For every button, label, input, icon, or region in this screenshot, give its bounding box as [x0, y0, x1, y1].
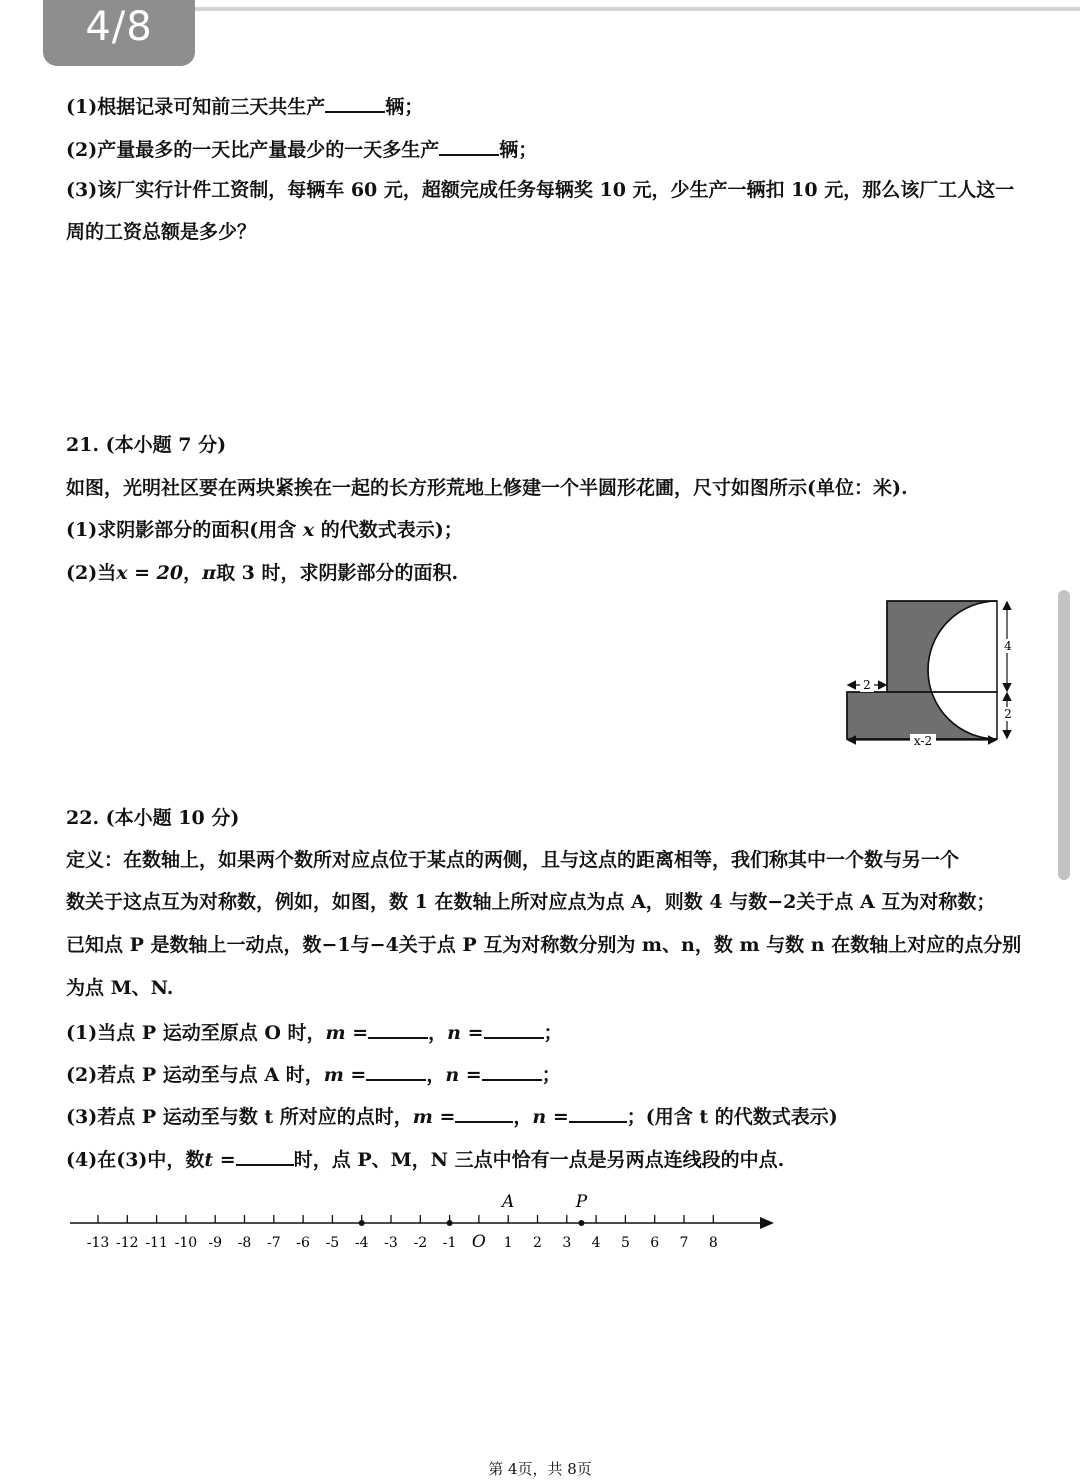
q22-def-line3: 已知点 P 是数轴上一动点，数−1与−4关于点 P 互为对称数分别为 m、n，数 m 与数 n 在数轴上对应的点分别 [66, 934, 1022, 956]
shaded-region [847, 601, 997, 739]
q22-sub2: (2)若点 P 运动至与点 A 时，m = ，n = ； [66, 1061, 561, 1087]
tick-label: -4 [354, 1235, 369, 1251]
q20-sub3-line2: 周的工资总额是多少？ [66, 221, 257, 243]
q21-intro: 如图，光明社区要在两块紧挨在一起的长方形荒地上修建一个半圆形花圃，尺寸如图所示(单位：米). [66, 477, 908, 499]
label-bottom-height: 2 [1004, 707, 1012, 721]
progress-track [190, 7, 1080, 11]
label-bottom-width: x-2 [913, 734, 933, 748]
q20-sub3-line1: (3)该厂实行计件工资制，每辆车 60 元，超额完成任务每辆奖 10 元，少生产一辆扣 10 元，那么该厂工人这一 [66, 179, 1015, 201]
q22-def-line2: 数关于这点互为对称数，例如，如图，数 1 在数轴上所对应点为点 A，则数 4 与数−2关于点 A 互为对称数； [66, 891, 996, 913]
number-line-point [578, 1220, 584, 1226]
label-top-height: 4 [1004, 639, 1012, 653]
q21-header: 21. (本小题 7 分) [66, 434, 227, 456]
tick-label: -10 [174, 1235, 198, 1251]
page-indicator[interactable]: 4/8 [43, 0, 195, 66]
answer-blank-n[interactable] [482, 1061, 542, 1081]
tick-label: 4 [591, 1235, 601, 1251]
q22-def-line4: 为点 M、N. [66, 977, 174, 999]
number-line-point [447, 1220, 453, 1226]
tick-label: 7 [679, 1235, 689, 1251]
q22-sub3: (3)若点 P 运动至与数 t 所对应的点时，m = ，n = ；(用含 t 的代数式表示) [66, 1103, 838, 1129]
q22-sub4: (4)在(3)中，数t = 时，点 P、M，N 三点中恰有一点是另两点连线段的中点. [66, 1146, 784, 1172]
answer-blank-m[interactable] [455, 1103, 513, 1123]
page-footer: 第 4页，共 8页 [488, 1460, 592, 1478]
answer-blank-m[interactable] [366, 1061, 426, 1081]
q20-sub1: (1)根据记录可知前三天共生产 辆； [66, 93, 423, 119]
answer-blank[interactable] [439, 136, 499, 156]
q22-header: 22. (本小题 10 分) [66, 807, 240, 829]
tick-label: 6 [650, 1235, 660, 1251]
answer-blank-m[interactable] [368, 1019, 428, 1039]
tick-label: 8 [708, 1235, 718, 1251]
tick-label: -6 [296, 1235, 310, 1251]
point-a-label: A [502, 1192, 515, 1212]
label-top-width: 2 [863, 678, 871, 692]
answer-blank-n[interactable] [569, 1103, 627, 1123]
tick-label: -12 [116, 1235, 139, 1251]
tick-label: 1 [503, 1235, 513, 1251]
q22-def-line1: 定义：在数轴上，如果两个数所对应点位于某点的两侧，且与这点的距离相等，我们称其中一个数与另一个 [66, 849, 960, 871]
tick-label: -1 [442, 1235, 457, 1251]
tick-label: 2 [533, 1235, 542, 1251]
tick-label: -3 [384, 1235, 398, 1251]
tick-label: -7 [266, 1235, 281, 1251]
tick-label: O [471, 1232, 486, 1252]
number-line [60, 1188, 790, 1258]
answer-blank[interactable] [325, 93, 385, 113]
axis-arrow-icon [760, 1217, 774, 1229]
answer-blank-t[interactable] [236, 1146, 294, 1166]
tick-label: -2 [413, 1235, 428, 1251]
tick-label: 3 [562, 1235, 572, 1251]
scrollbar-thumb[interactable] [1058, 590, 1070, 880]
tick-label: 5 [620, 1235, 630, 1251]
tick-label: -13 [86, 1235, 110, 1251]
q21-figure [840, 595, 1020, 750]
number-line-point [359, 1220, 365, 1226]
q22-sub1: (1)当点 P 运动至原点 O 时，m = ，n = ； [66, 1019, 563, 1045]
point-p-label: P [575, 1192, 588, 1212]
tick-label: -8 [237, 1235, 252, 1251]
tick-label: -11 [145, 1235, 168, 1251]
answer-blank-n[interactable] [484, 1019, 544, 1039]
tick-label: -9 [208, 1235, 223, 1251]
q21-sub1: (1)求阴影部分的面积(用含 x 的代数式表示)； [66, 519, 463, 541]
q21-sub2: (2)当x = 20，π取 3 时，求阴影部分的面积. [66, 562, 459, 584]
q20-sub2: (2)产量最多的一天比产量最少的一天多生产 辆； [66, 136, 537, 162]
tick-label: -5 [325, 1235, 340, 1251]
